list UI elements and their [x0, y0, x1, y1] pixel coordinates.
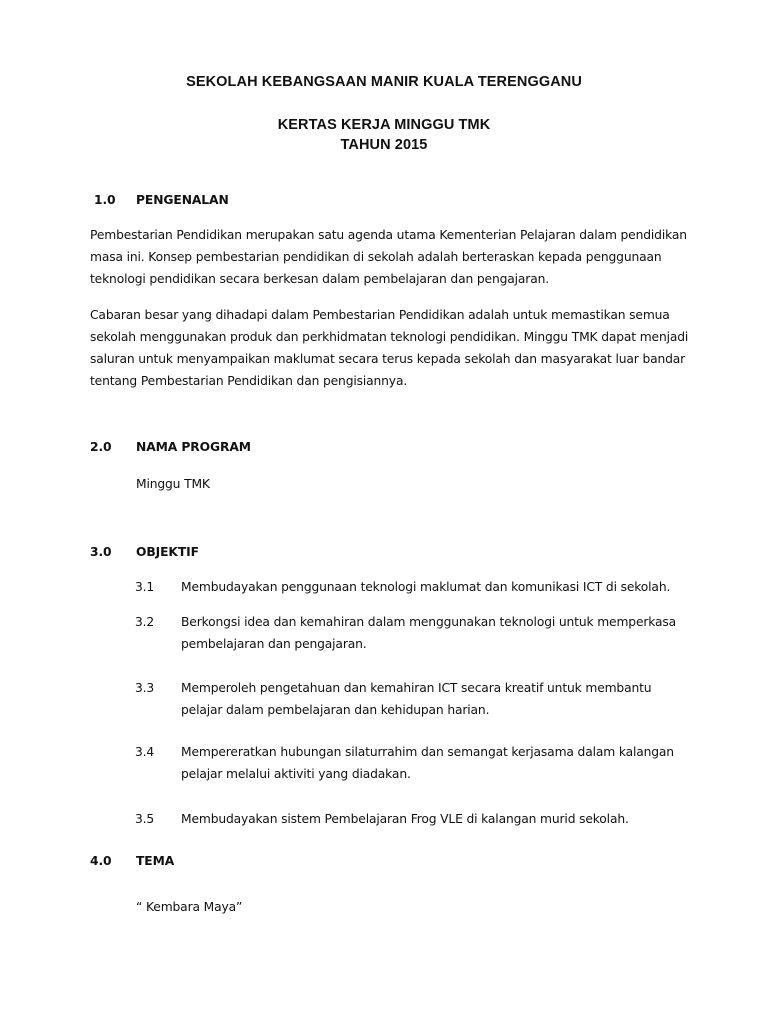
program-name: Minggu TMK — [136, 477, 210, 491]
section-number: 1.0 — [94, 193, 116, 207]
school-name: SEKOLAH KEBANGSAAN MANIR KUALA TERENGGANU — [186, 74, 582, 90]
section-title: OBJEKTIF — [136, 545, 199, 559]
objective-number: 3.3 — [135, 681, 155, 695]
section-number: 4.0 — [90, 854, 112, 868]
section-number: 2.0 — [90, 440, 112, 454]
objective-text: Memperoleh pengetahuan dan kemahiran ICT secara kreatif untuk membantu pelajar dalam pembelajaran dan kehidupan harian. — [181, 681, 652, 717]
intro-paragraph-2: Cabaran besar yang dihadapi dalam Pembestarian Pendidikan adalah untuk memastikan semua sekolah menggunakan produk dan perkhidmatan teknologi pendidikan. Minggu TMK dapat menjadi saluran untuk menyampaikan maklumat secara terus kepada sekolah dan masyarakat luar bandar tentang Pembestarian Pendidikan dan pengisiannya. — [90, 308, 689, 388]
objective-text: Berkongsi idea dan kemahiran dalam menggunakan teknologi untuk memperkasa pembelajaran dan pengajaran. — [181, 615, 677, 651]
objective-number: 3.2 — [135, 615, 155, 629]
intro-paragraph-1: Pembestarian Pendidikan merupakan satu agenda utama Kementerian Pelajaran dalam pendidikan masa ini. Konsep pembestarian pendidikan di sekolah adalah berteraskan kepada penggunaan teknologi pendidikan secara berkesan dalam pembelajaran dan pengajaran. — [90, 228, 687, 286]
objective-number: 3.1 — [135, 580, 155, 594]
objective-text: Mempereratkan hubungan silaturrahim dan semangat kerjasama dalam kalangan pelajar melalui aktiviti yang diadakan. — [181, 745, 674, 781]
document-year: TAHUN 2015 — [340, 137, 428, 153]
section-number: 3.0 — [90, 545, 112, 559]
section-title: PENGENALAN — [136, 193, 229, 207]
objective-number: 3.5 — [135, 812, 155, 826]
objective-text: Membudayakan sistem Pembelajaran Frog VLE di kalangan murid sekolah. — [181, 812, 629, 826]
objective-number: 3.4 — [135, 745, 155, 759]
objective-text: Membudayakan penggunaan teknologi maklumat dan komunikasi ICT di sekolah. — [181, 580, 671, 594]
theme-value: “ Kembara Maya” — [136, 900, 243, 914]
section-title: TEMA — [136, 854, 175, 868]
section-title: NAMA PROGRAM — [136, 440, 251, 454]
document-title: KERTAS KERJA MINGGU TMK — [277, 117, 491, 133]
